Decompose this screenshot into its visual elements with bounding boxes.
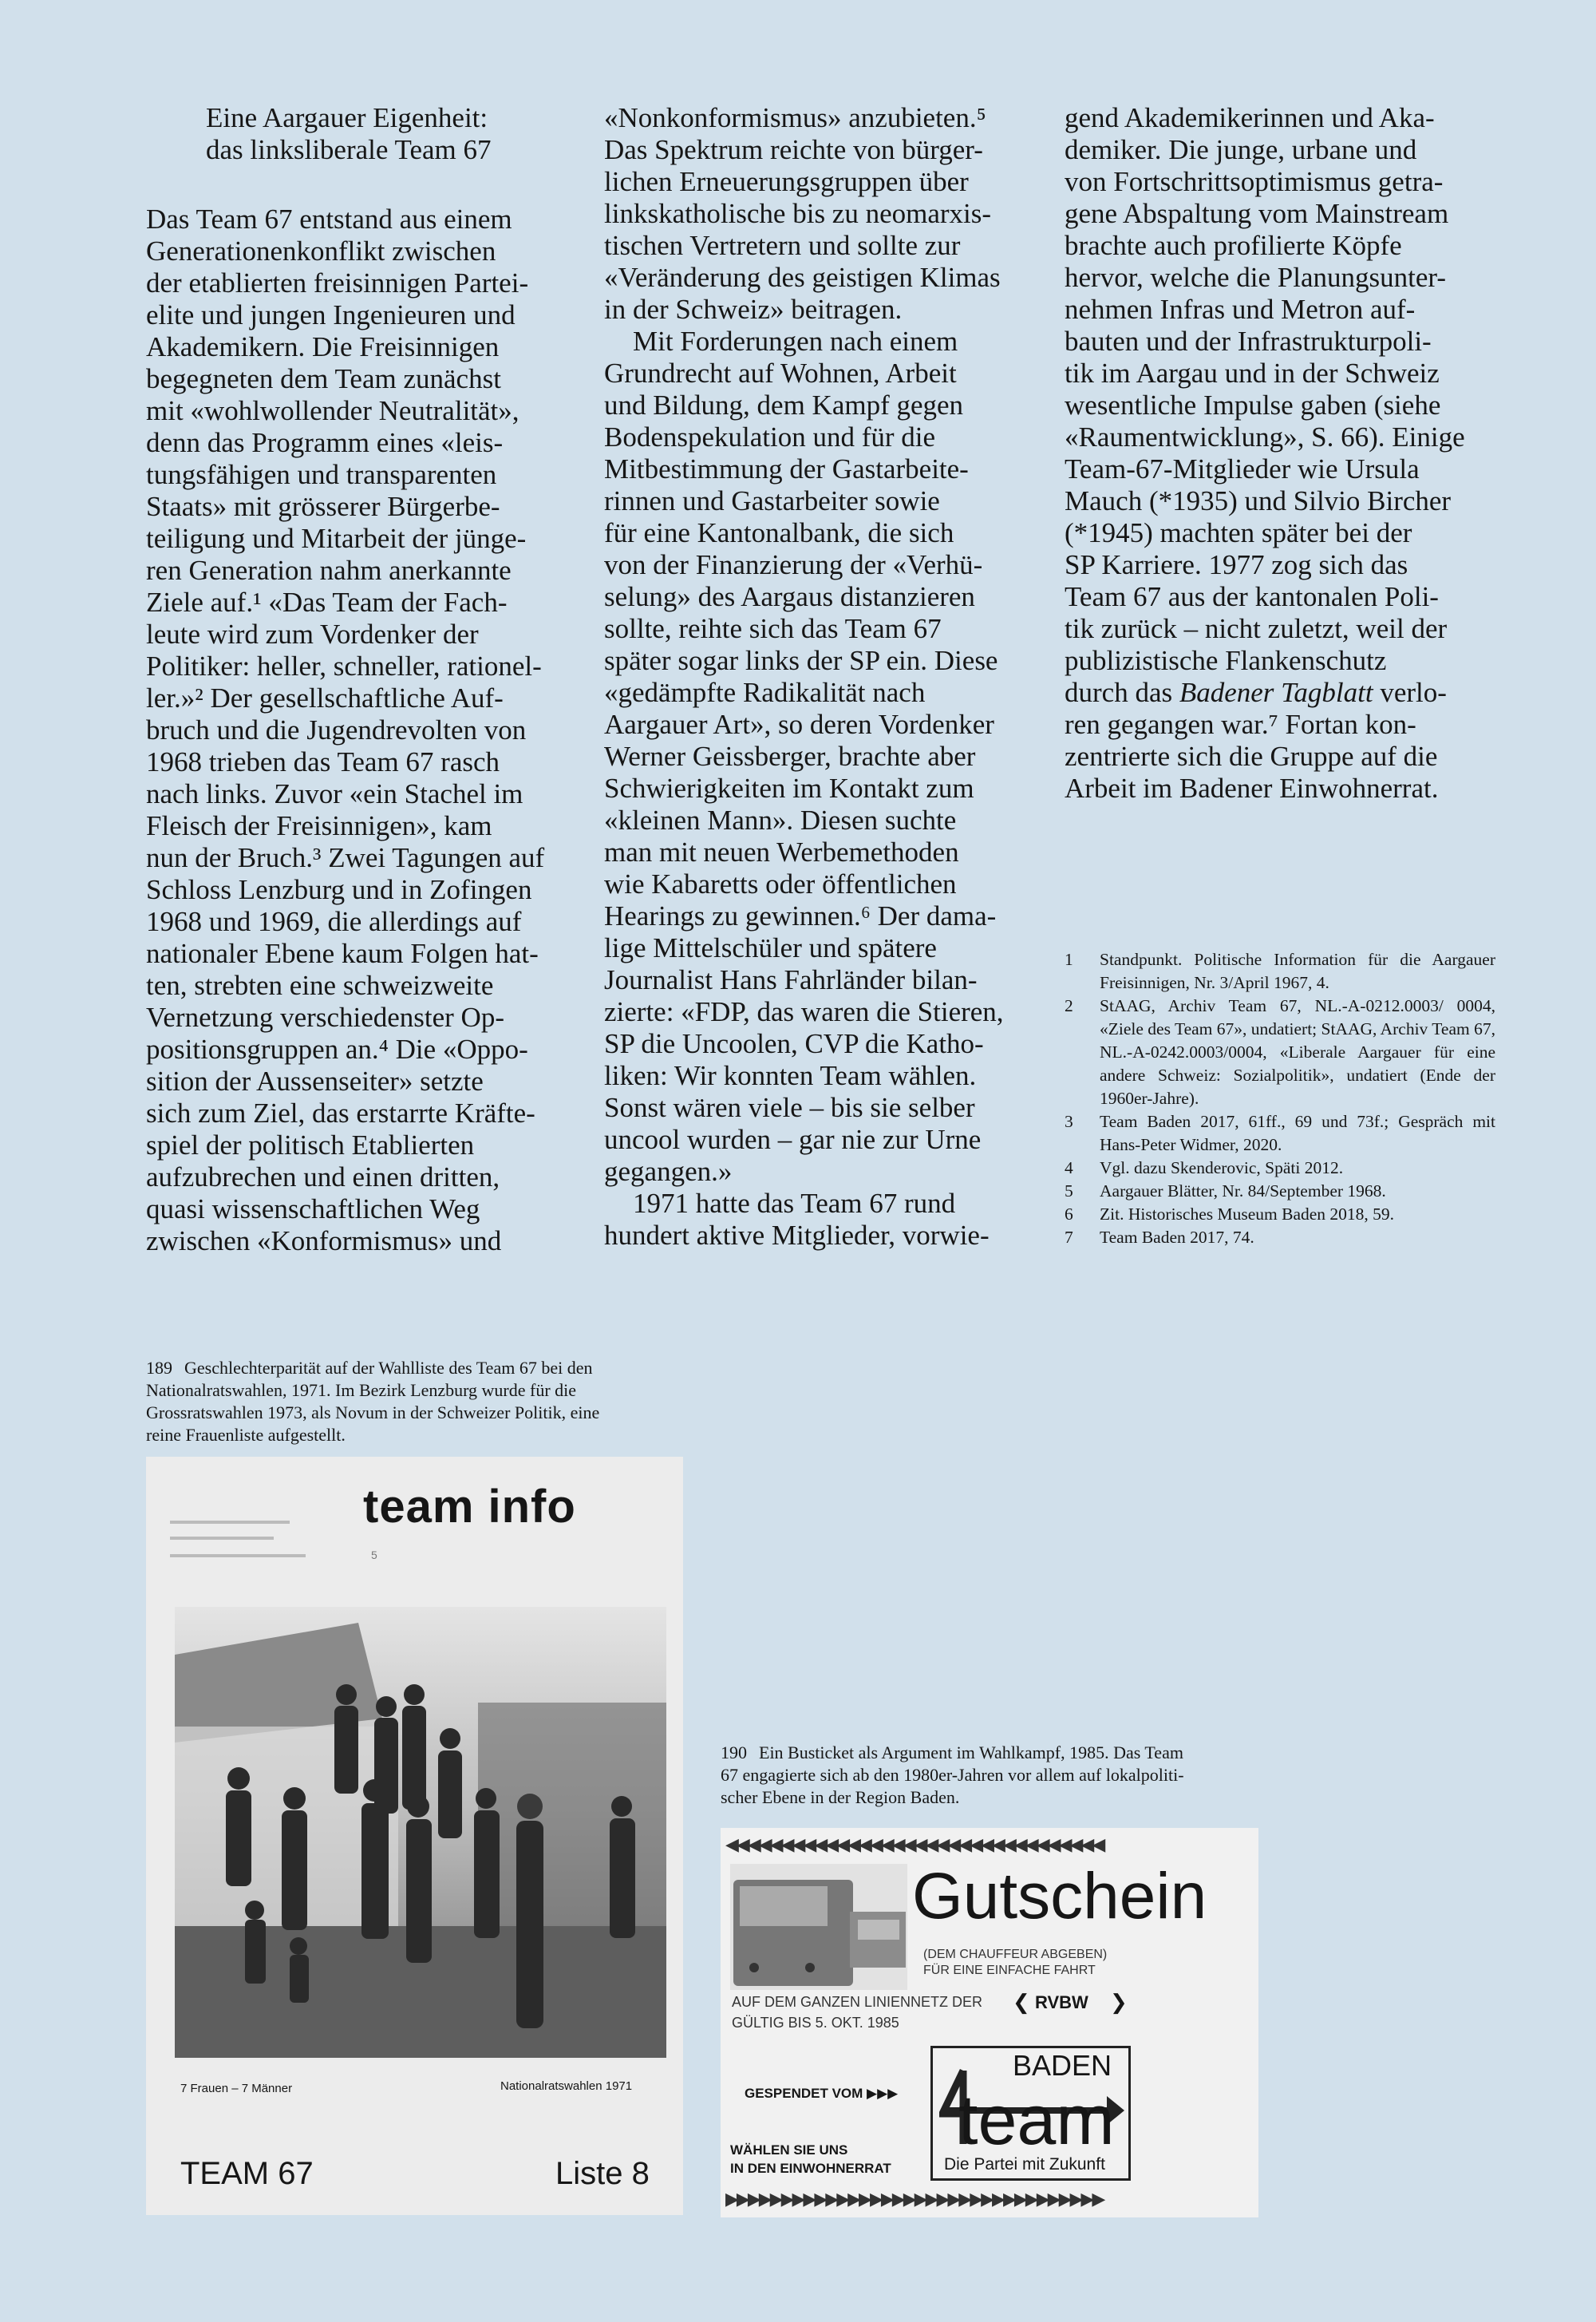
- text-line: «gedämpfte Radikalität nach: [604, 677, 926, 708]
- text-line: für eine Kantonalbank, die sich: [604, 517, 954, 548]
- caption-line: Grossratswahlen 1973, als Novum in der Schweizer Politik, eine: [146, 1402, 600, 1422]
- text-line: Schwierigkeiten im Kontakt zum: [604, 773, 974, 804]
- text-line: Ziele auf.¹ «Das Team der Fach-: [146, 587, 508, 618]
- text-line: «Veränderung des geistigen Klimas: [604, 262, 1001, 293]
- text-line: denn das Programm eines «leis-: [146, 427, 504, 458]
- text-line: Mit Forderungen nach einem: [633, 326, 958, 357]
- text-line: Das Spektrum reichte von bürger-: [604, 134, 983, 165]
- caption-line: Nationalratswahlen, 1971. Im Bezirk Lenzburg wurde für die: [146, 1380, 577, 1400]
- ticket-instruction: (DEM CHAUFFEUR ABGEBEN): [923, 1948, 1108, 1961]
- arrow-row-left-icon: ◀◀◀◀◀◀◀◀◀◀◀◀◀◀◀◀◀◀◀◀◀◀◀◀◀◀◀◀◀◀◀◀◀◀: [725, 1834, 1104, 1854]
- text-line: nach links. Zuvor «ein Stachel im: [146, 778, 523, 809]
- text-line: Arbeit im Badener Einwohnerrat.: [1065, 773, 1439, 804]
- italic-title: Badener Tagblatt: [1179, 677, 1373, 708]
- chevron-left-icon: ❮: [1013, 1990, 1030, 2014]
- text-line: demiker. Die junge, urbane und: [1065, 134, 1417, 165]
- footnote-number: 3: [1065, 1112, 1073, 1131]
- text-line: später sogar links der SP ein. Diese: [604, 645, 998, 676]
- text-line: «Nonkonformismus» anzubieten.⁵: [604, 102, 986, 133]
- footnote-number: 2: [1065, 996, 1073, 1015]
- figure-number: 190: [721, 1742, 747, 1762]
- text-line: sich zum Ziel, das erstarrte Kräfte-: [146, 1098, 535, 1129]
- text-line: [1065, 677, 1447, 709]
- ticket-sponsor: [745, 2086, 898, 2102]
- figure-190-caption: [721, 1742, 1263, 1809]
- text-line: Mauch (*1935) und Silvio Bircher: [1065, 485, 1452, 516]
- text-line: Mitbestimmung der Gastarbeite-: [604, 453, 969, 485]
- text-line: Team-67-Mitglieder wie Ursula: [1065, 453, 1420, 485]
- footnote-text: Aargauer Blätter, Nr. 84/September 1968.: [1100, 1181, 1386, 1201]
- text-line: lige Mittelschüler und spätere: [604, 932, 937, 963]
- text-line: ren gegangen war.⁷ Fortan kon-: [1065, 709, 1416, 740]
- text-column-2: [604, 102, 1039, 1252]
- text-line: Werner Geissberger, brachte aber: [604, 741, 976, 772]
- text-line: selung» des Aargaus distanzieren: [604, 581, 975, 612]
- text-line: Sonst wären viele – bis sie selber: [604, 1092, 975, 1123]
- logo-name: team: [958, 2080, 1115, 2159]
- footnote-text: Standpunkt. Politische Information für die Aargauer Freisinnigen, Nr. 3/April 1967, 4.: [1100, 950, 1495, 992]
- ticket-vote-call: [730, 2141, 891, 2178]
- vote-line: IN DEN EINWOHNERRAT: [730, 2161, 891, 2176]
- text-line: zwischen «Konformismus» und: [146, 1225, 502, 1256]
- text-line: Aargauer Art», so deren Vordenker: [604, 709, 994, 740]
- figure-number: 189: [146, 1358, 172, 1378]
- arrow-row-right-icon: ▶▶▶▶▶▶▶▶▶▶▶▶▶▶▶▶▶▶▶▶▶▶▶▶▶▶▶▶▶▶▶▶▶▶: [725, 2189, 1104, 2209]
- text-line: Das Team 67 entstand aus einem: [146, 204, 512, 235]
- text-line: 1971 hatte das Team 67 rund: [633, 1188, 956, 1219]
- team-info-poster-image: [146, 1457, 683, 2215]
- text-line: Schloss Lenzburg und in Zofingen: [146, 874, 532, 905]
- text-line: Vernetzung verschiedenster Op-: [146, 1002, 504, 1033]
- logo-city: BADEN: [1013, 2049, 1112, 2082]
- text-line: von Fortschrittsoptimismus getra-: [1065, 166, 1444, 197]
- text-line: Team 67 aus der kantonalen Poli-: [1065, 581, 1439, 612]
- section-title: [206, 102, 492, 166]
- ticket-title: Gutschein: [912, 1860, 1207, 1932]
- text-line: nehmen Infras und Metron auf-: [1065, 294, 1416, 325]
- chevron-right-icon: ❯: [1110, 1990, 1128, 2014]
- text-line: positionsgruppen an.⁴ Die «Oppo-: [146, 1034, 528, 1065]
- footnote-text: Vgl. dazu Skenderovic, Späti 2012.: [1100, 1158, 1344, 1177]
- operator-name: RVBW: [1035, 1992, 1088, 2012]
- ticket-network: AUF DEM GANZEN LINIENNETZ DER: [732, 1994, 983, 2010]
- text-line: sition der Aussenseiter» setzte: [146, 1066, 484, 1097]
- text-line: Staats» mit grösserer Bürgerbe-: [146, 491, 500, 522]
- text-segment: verlo-: [1373, 677, 1447, 708]
- team-baden-logo: [930, 2046, 1131, 2181]
- text-line: SP Karriere. 1977 zog sich das: [1065, 549, 1408, 580]
- text-line: tik im Aargau und in der Schweiz: [1065, 358, 1440, 389]
- text-line: wesentliche Impulse gaben (siehe: [1065, 390, 1441, 421]
- section-title-line: das linksliberale Team 67: [206, 134, 492, 165]
- text-line: gegangen.»: [604, 1156, 733, 1187]
- footnote-text: Team Baden 2017, 74.: [1100, 1228, 1254, 1247]
- poster-election: Nationalratswahlen 1971: [500, 2079, 633, 2093]
- text-line: ler.»² Der gesellschaftliche Auf-: [146, 682, 504, 714]
- arrows-right-icon: ▶▶▶: [863, 2086, 899, 2101]
- caption-line: 67 engagierte sich ab den 1980er-Jahren vor allem auf lokalpoliti-: [721, 1765, 1184, 1785]
- text-line: publizistische Flankenschutz: [1065, 645, 1387, 676]
- footnote: [1065, 1157, 1495, 1180]
- text-line: nun der Bruch.³ Zwei Tagungen auf: [146, 842, 545, 873]
- group-photo: [175, 1607, 666, 2058]
- text-line: (*1945) machten später bei der: [1065, 517, 1412, 548]
- footnote-text: Zit. Historisches Museum Baden 2018, 59.: [1100, 1205, 1395, 1224]
- figure-189-caption: [146, 1357, 689, 1446]
- poster-issue-number: 5: [371, 1549, 377, 1561]
- text-line: ten, strebten eine schweizweite: [146, 970, 494, 1001]
- text-line: der etablierten freisinnigen Partei-: [146, 267, 529, 299]
- footnote-number: 1: [1065, 950, 1073, 969]
- text-line: Fleisch der Freisinnigen», kam: [146, 810, 492, 841]
- footnote: [1065, 995, 1495, 1110]
- caption-line: reine Frauenliste aufgestellt.: [146, 1425, 346, 1445]
- rvbw-logo: [1013, 1990, 1129, 2014]
- footnote-text: Team Baden 2017, 61ff., 69 und 73f.; Gespräch mit Hans-Peter Widmer, 2020.: [1100, 1112, 1495, 1154]
- sponsor-label: GESPENDET VOM: [745, 2086, 863, 2101]
- poster-small-text: [170, 1521, 290, 1524]
- caption-line: Geschlechterparität auf der Wahlliste des Team 67 bei den: [184, 1358, 593, 1378]
- caption-line: Ein Busticket als Argument im Wahlkampf, 1985. Das Team: [759, 1742, 1183, 1762]
- text-line: in der Schweiz» beitragen.: [604, 294, 903, 325]
- poster-small-text: [170, 1554, 306, 1557]
- text-line: linkskatholische bis zu neomarxis-: [604, 198, 992, 229]
- footnote-text: StAAG, Archiv Team 67, NL.-A-0212.0003/ 0004, «Ziele des Team 67», undatiert; StAAG, Archiv Team 67, NL.-A-0242.0003/0004, «Liberale Aargauer für eine andere Schweiz: Sozialpolitik», undatiert (Ende der 1960er-Jahre).: [1100, 996, 1495, 1108]
- text-line: begegneten dem Team zunächst: [146, 363, 501, 394]
- text-line: brachte auch profilierte Köpfe: [1065, 230, 1402, 261]
- text-line: mit «wohlwollender Neutralität»,: [146, 395, 519, 426]
- footnote-number: 6: [1065, 1205, 1073, 1224]
- text-line: und Bildung, dem Kampf gegen: [604, 390, 964, 421]
- text-line: bauten und der Infrastrukturpoli-: [1065, 326, 1432, 357]
- footnote-number: 5: [1065, 1181, 1073, 1201]
- logo-slogan: Die Partei mit Zukunft: [944, 2155, 1105, 2174]
- text-line: Journalist Hans Fahrländer bilan-: [604, 964, 978, 995]
- text-line: SP die Uncoolen, CVP die Katho-: [604, 1028, 984, 1059]
- text-line: nationaler Ebene kaum Folgen hat-: [146, 938, 539, 969]
- text-line: 1968 trieben das Team 67 rasch: [146, 746, 500, 777]
- text-line: tik zurück – nicht zuletzt, weil der: [1065, 613, 1448, 644]
- text-line: «kleinen Mann». Diesen suchte: [604, 805, 957, 836]
- section-title-line: Eine Aargauer Eigenheit:: [206, 102, 488, 133]
- poster-list-number: Liste 8: [555, 2156, 650, 2191]
- footnote: [1065, 1180, 1495, 1203]
- text-line: zierte: «FDP, das waren die Stieren,: [604, 996, 1004, 1027]
- footnote-number: 7: [1065, 1228, 1073, 1247]
- caption-line: scher Ebene in der Region Baden.: [721, 1787, 960, 1807]
- text-line: gend Akademikerinnen und Aka-: [1065, 102, 1435, 133]
- footnote-number: 4: [1065, 1158, 1073, 1177]
- text-line: liken: Wir konnten Team wählen.: [604, 1060, 977, 1091]
- text-line: «Raumentwicklung», S. 66). Einige: [1065, 421, 1465, 453]
- ticket-fare: FÜR EINE EINFACHE FAHRT: [923, 1964, 1096, 1977]
- text-line: Generationenkonflikt zwischen: [146, 235, 496, 267]
- text-line: lichen Erneuerungsgruppen über: [604, 166, 969, 197]
- text-line: leute wird zum Vordenker der: [146, 619, 479, 650]
- text-line: Grundrecht auf Wohnen, Arbeit: [604, 358, 957, 389]
- ticket-validity: GÜLTIG BIS 5. OKT. 1985: [732, 2015, 899, 2031]
- text-line: von der Finanzierung der «Verhü-: [604, 549, 983, 580]
- text-line: spiel der politisch Etablierten: [146, 1129, 475, 1161]
- footnote: [1065, 1226, 1495, 1249]
- text-line: Politiker: heller, schneller, rationel-: [146, 651, 542, 682]
- text-line: teiligung und Mitarbeit der jünge-: [146, 523, 527, 554]
- poster-party-name: TEAM 67: [180, 2156, 314, 2191]
- text-segment: durch das: [1065, 677, 1179, 708]
- text-column-3: [1065, 102, 1499, 805]
- text-line: rinnen und Gastarbeiter sowie: [604, 485, 940, 516]
- text-line: quasi wissenschaftlichen Weg: [146, 1193, 480, 1224]
- text-line: 1968 und 1969, die allerdings auf: [146, 906, 522, 937]
- text-line: hundert aktive Mitglieder, vorwie-: [604, 1220, 990, 1251]
- text-line: elite und jungen Ingenieuren und: [146, 299, 516, 330]
- text-column-1: [146, 204, 581, 1257]
- poster-heading: team info: [363, 1481, 576, 1533]
- bus-photo: [730, 1864, 907, 1990]
- text-line: sollte, reihte sich das Team 67: [604, 613, 942, 644]
- poster-gender-ratio: 7 Frauen – 7 Männer: [180, 2082, 293, 2095]
- text-line: man mit neuen Werbemethoden: [604, 837, 959, 868]
- footnote: [1065, 948, 1495, 995]
- text-line: Bodenspekulation und für die: [604, 421, 936, 453]
- text-line: zentrierte sich die Gruppe auf die: [1065, 741, 1438, 772]
- footnote: [1065, 1110, 1495, 1157]
- text-line: bruch und die Jugendrevolten von: [146, 714, 527, 746]
- text-line: tischen Vertretern und sollte zur: [604, 230, 961, 261]
- vote-line: WÄHLEN SIE UNS: [730, 2142, 848, 2158]
- text-line: Akademikern. Die Freisinnigen: [146, 331, 500, 362]
- text-line: Hearings zu gewinnen.⁶ Der dama-: [604, 900, 997, 932]
- text-line: hervor, welche die Planungsunter-: [1065, 262, 1447, 293]
- footnotes: [1065, 948, 1495, 1249]
- bus-ticket-image: [721, 1828, 1258, 2217]
- text-line: gene Abspaltung vom Mainstream: [1065, 198, 1449, 229]
- footnote: [1065, 1203, 1495, 1226]
- text-line: ren Generation nahm anerkannte: [146, 555, 512, 586]
- poster-small-text: [170, 1537, 274, 1540]
- text-line: uncool wurden – gar nie zur Urne: [604, 1124, 982, 1155]
- text-line: aufzubrechen und einen dritten,: [146, 1161, 500, 1193]
- text-line: tungsfähigen und transparenten: [146, 459, 497, 490]
- text-line: wie Kabaretts oder öffentlichen: [604, 868, 957, 900]
